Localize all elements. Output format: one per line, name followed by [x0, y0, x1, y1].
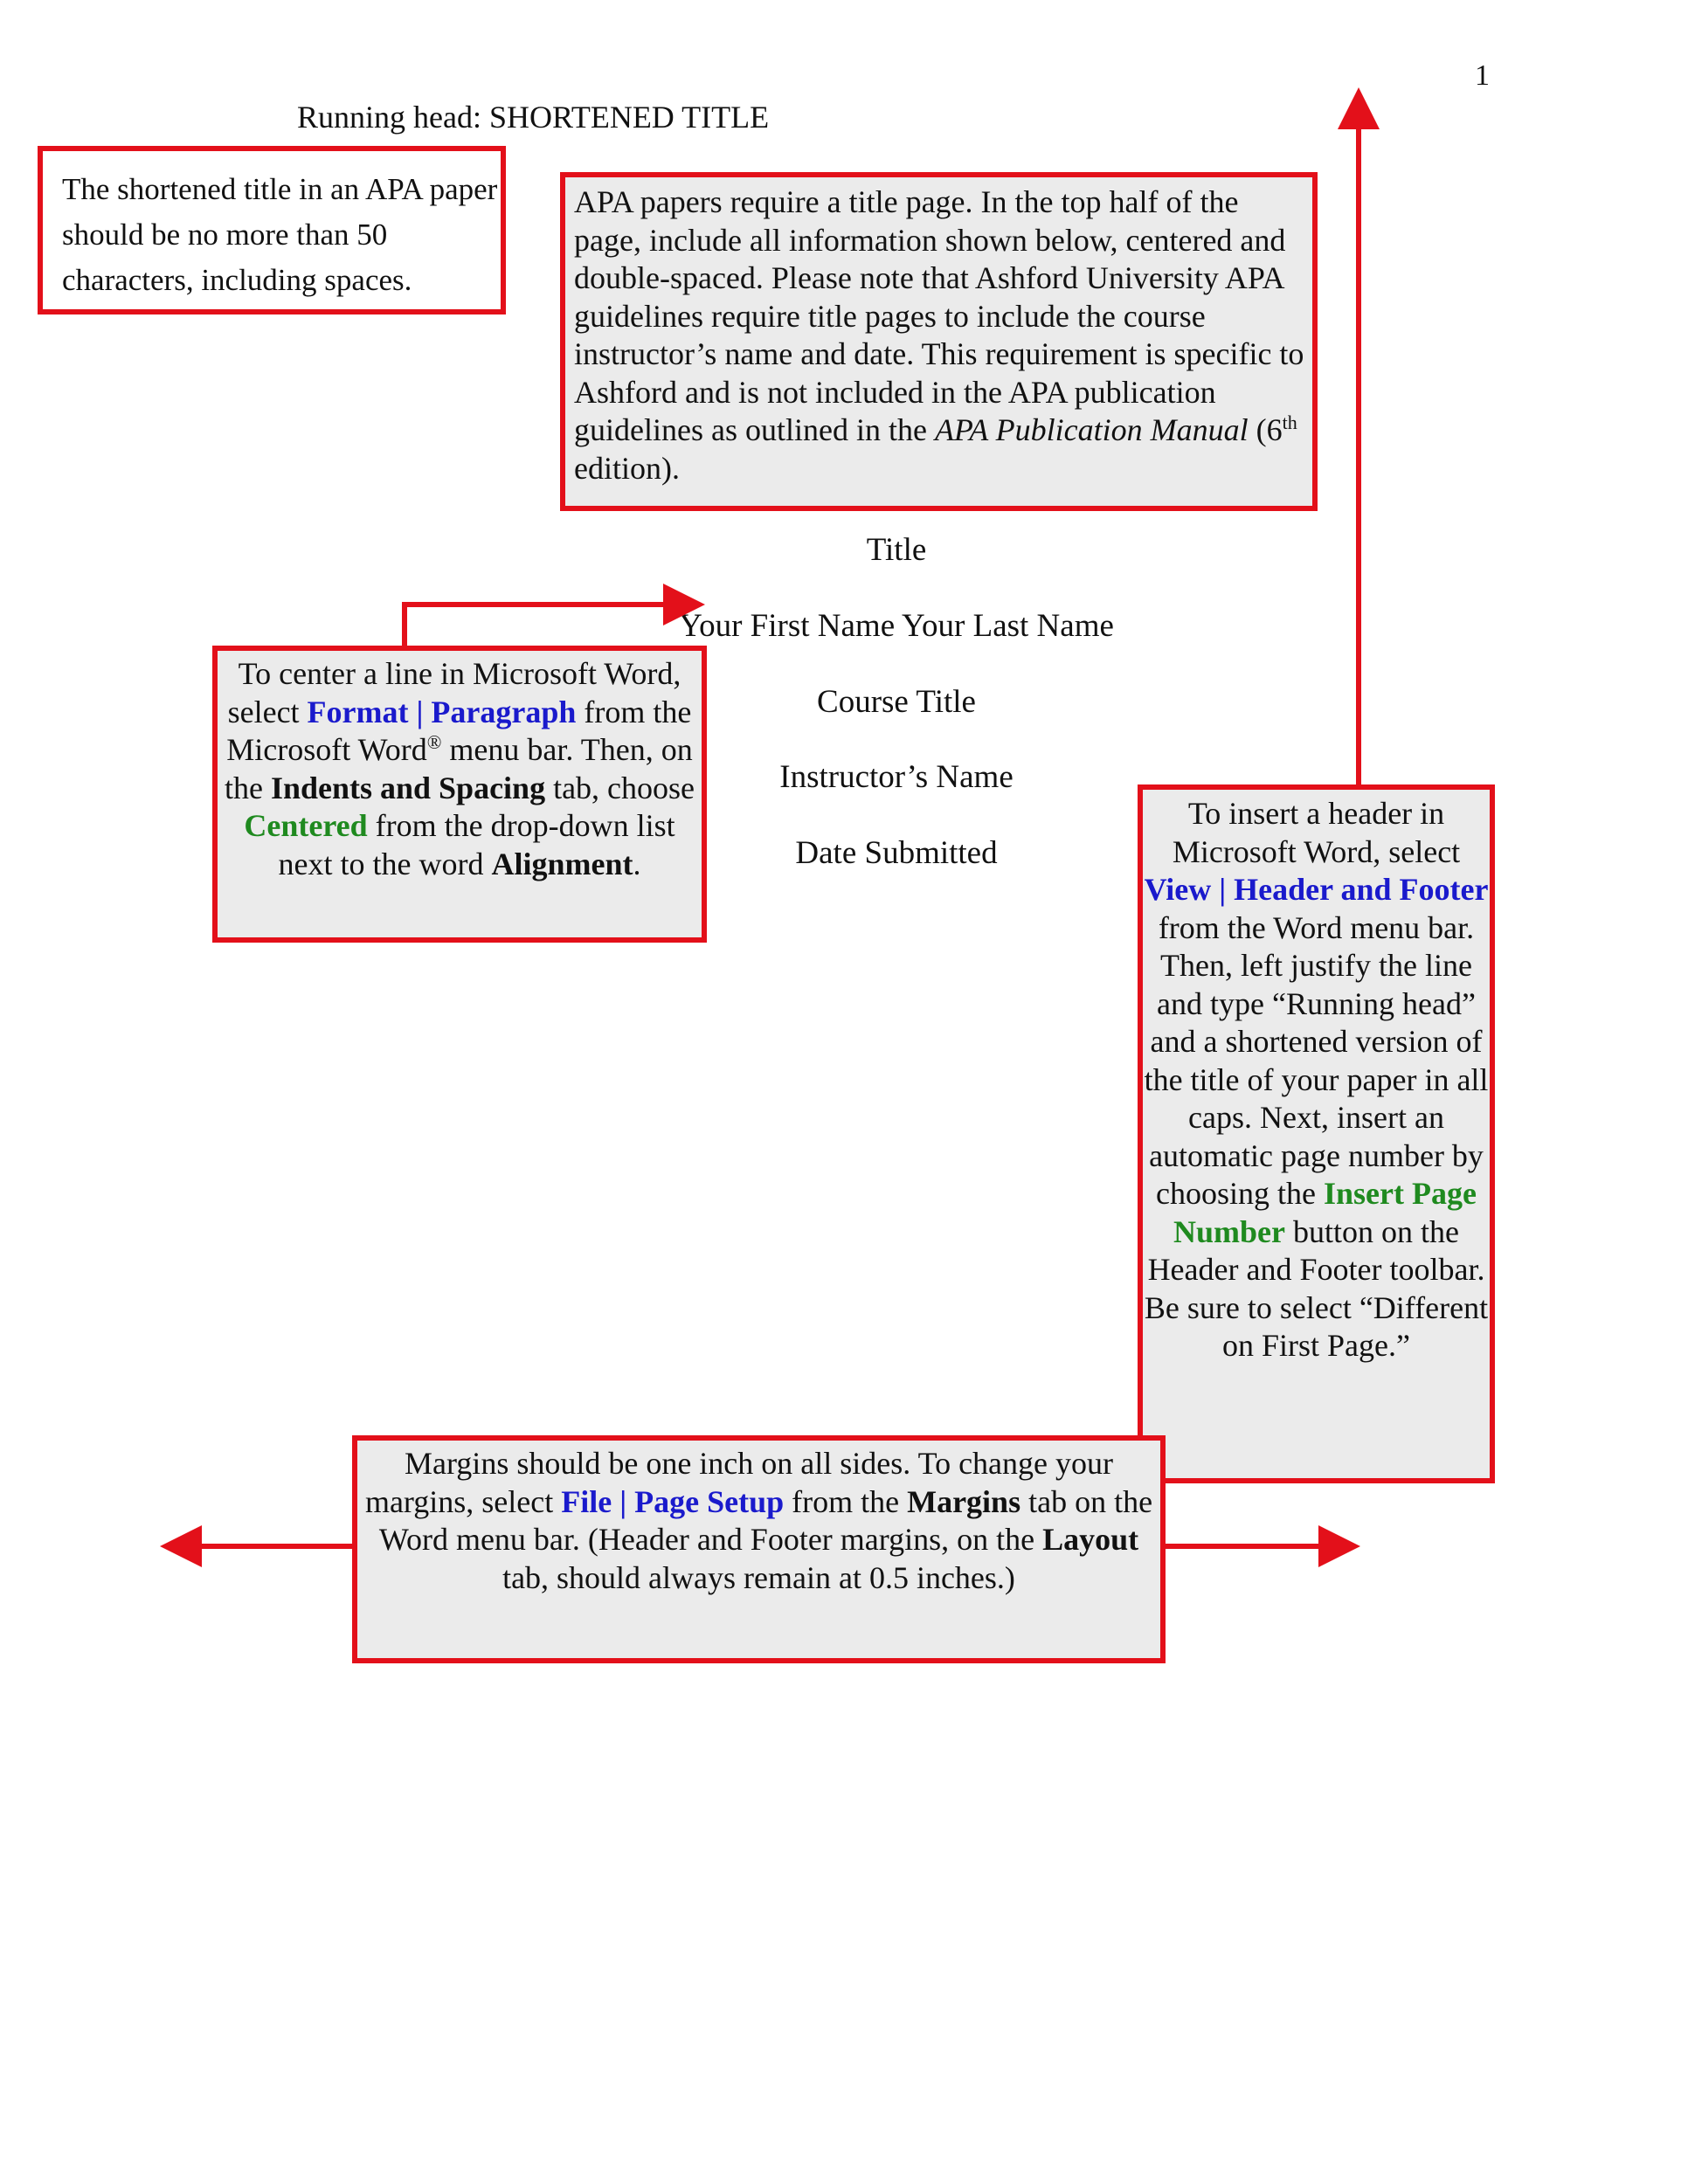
callout-shortened-title-text: The shortened title in an APA paper should be no more than 50 characters, including spaces. [62, 172, 498, 297]
center-line-text-1: To center a line in Microsoft Word, select [227, 656, 681, 729]
button-insert-page-number: Insert Page Number [1173, 1176, 1477, 1249]
paper-title: Title [866, 532, 927, 568]
author-name: Your First Name Your Last Name [679, 608, 1114, 644]
edition-close: edition). [574, 450, 680, 486]
header-text-4: Be sure to select “Different on First Page.” [1144, 1289, 1489, 1363]
center-line-text-2: from the Microsoft Word [226, 694, 692, 767]
margins-text-3: tab on the Word menu bar. (Header and Footer margins, on the [378, 1483, 1153, 1557]
word-alignment: Alignment [491, 846, 633, 881]
menu-view-header-footer: View | Header and Footer [1144, 872, 1489, 907]
page-number: 1 [1475, 59, 1490, 92]
tab-margins: Margins [907, 1483, 1021, 1519]
apa-manual-title: APA Publication Manual [934, 412, 1249, 447]
margins-text-1: Margins should be one inch on all sides. To change your margins, select [364, 1446, 1114, 1519]
center-line-text-3: menu bar. Then, on the [224, 732, 693, 805]
margins-text-2: from the [784, 1483, 908, 1519]
center-line-text-5: from the drop-down list next to the word [278, 808, 675, 881]
registered-mark: ® [426, 731, 442, 753]
tab-indents-spacing: Indents and Spacing [270, 770, 546, 805]
arrow-to-centered-line [405, 605, 695, 646]
center-line-text-6: . [633, 846, 641, 881]
menu-file-page-setup: File | Page Setup [561, 1483, 785, 1519]
callout-apa-text: APA papers require a title page. In the top half of the page, include all information shown below, centered and double-spaced. Please note that Ashford University APA guidelines require title pages to include the course instructor’s name and date. This requirement is specific to Ashford and is not included in the APA publication guidelines as outlined in the [574, 184, 1304, 447]
margins-text-4: tab, should always remain at 0.5 inches.) [502, 1559, 1015, 1595]
course-title: Course Title [817, 684, 976, 720]
header-text-3: button on the Header and Footer toolbar. [1147, 1213, 1485, 1287]
edition-open: (6 [1256, 412, 1283, 447]
header-text-1: To insert a header in Microsoft Word, select [1172, 796, 1461, 869]
header-text-2: from the Word menu bar. Then, left justify the line and type “Running head” and a shortened version of the title of your paper in all caps. Next, insert an automatic page number by choosing the [1144, 909, 1489, 1211]
center-line-text-4: tab, choose [545, 770, 695, 805]
date-submitted: Date Submitted [795, 835, 998, 871]
tab-layout: Layout [1042, 1522, 1139, 1557]
menu-format-paragraph: Format | Paragraph [307, 694, 577, 729]
running-head: Running head: SHORTENED TITLE [297, 100, 770, 135]
option-centered: Centered [244, 808, 368, 843]
edition-superscript: th [1282, 411, 1297, 433]
instructor-name: Instructor’s Name [779, 759, 1013, 795]
